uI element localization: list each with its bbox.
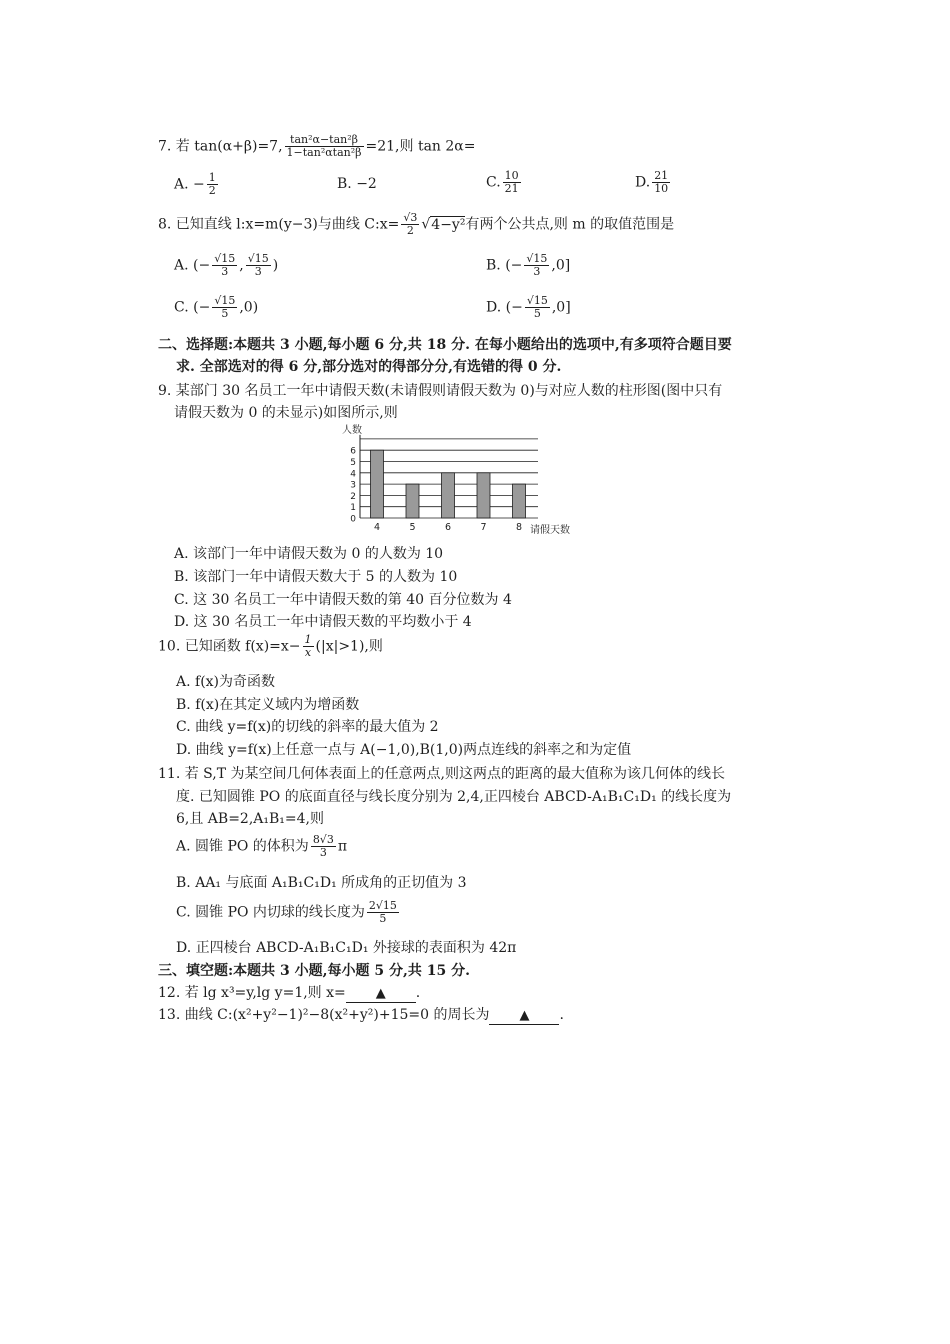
q13-text: 13. 曲线 C:(x²+y²−1)²−8(x²+y²)+15=0 的周长为 <box>158 1007 490 1023</box>
q10-stem-part2: (|x|>1),则 <box>315 638 383 655</box>
q9-option-a: A. 该部门一年中请假天数为 0 的人数为 10 <box>174 546 444 562</box>
chart-ytick-label: 5 <box>350 458 356 468</box>
q7-frac-denominator: 1−tan²αtan²β <box>286 146 362 159</box>
q8-option-c-tail: ,0) <box>239 299 259 316</box>
q12-answer-blank[interactable] <box>346 986 416 1003</box>
q8-option-b-label: B. <box>486 257 501 274</box>
chart-ytick-label: 6 <box>350 446 356 457</box>
chart-ytick-label: 1 <box>350 503 356 514</box>
q8-coef-num: √3 <box>403 211 418 224</box>
q11-option-a-frac <box>311 834 336 859</box>
q7-stem-part2: =21,则 tan 2α= <box>365 138 476 155</box>
q8-option-d-lparen: (− <box>505 299 523 316</box>
q8-option-b <box>486 253 570 278</box>
q8-option-a-frac2 <box>246 253 271 278</box>
q8-option-b-tail: ,0] <box>551 257 571 274</box>
q8-coef-den: 2 <box>406 224 414 237</box>
q7-frac-numerator: tan²α−tan²β <box>285 134 364 147</box>
chart-ytick-label: 4 <box>350 469 356 480</box>
q11-option-c-num: 2√15 <box>368 899 397 912</box>
q8-stem-part1: 8. 已知直线 l:x=m(y−3)与曲线 C:x= <box>158 216 400 233</box>
q13-answer-blank[interactable] <box>489 1008 559 1025</box>
q7-option-a-den: 2 <box>208 184 216 197</box>
q7-option-d-frac <box>652 170 670 195</box>
q10-option-b: B. f(x)在其定义域内为增函数 <box>176 697 360 713</box>
q8-option-d-den: 5 <box>533 307 541 320</box>
q8-option-a-rparen: ) <box>272 257 279 274</box>
q7-option-a-frac <box>207 172 218 197</box>
q7-option-c-label: C. <box>486 174 501 191</box>
q10-option-d: D. 曲线 y=f(x)上任意一点与 A(−1,0),B(1,0)两点连线的斜率之和为定值 <box>176 742 632 758</box>
q8-option-d-num: √15 <box>526 294 548 307</box>
q8-radicand: 4−y² <box>431 216 466 233</box>
chart-bar <box>406 484 419 518</box>
q11-option-d: D. 正四棱台 ABCD-A₁B₁C₁D₁ 外接球的表面积为 42π <box>176 940 517 956</box>
q7-option-a-num: 1 <box>208 171 216 184</box>
triangle-marker-icon: ▲ <box>519 1008 530 1023</box>
q10-option-c: C. 曲线 y=f(x)的切线的斜率的最大值为 2 <box>176 719 439 735</box>
q7-option-a-label: A. − <box>174 176 205 193</box>
q11-option-c-text: C. 圆锥 PO 内切球的线长度为 <box>176 904 365 921</box>
chart-ytick-label: 3 <box>350 480 356 491</box>
q8-option-b-lparen: (− <box>505 257 523 274</box>
q8-option-d-label: D. <box>486 299 502 316</box>
q8-option-a <box>174 253 278 278</box>
chart-xlabel: 请假天数 <box>530 525 570 536</box>
q8-option-a-lparen: (− <box>193 257 211 274</box>
q10-stem <box>158 634 383 659</box>
q7-option-d <box>635 170 672 195</box>
q9-option-c: C. 这 30 名员工一年中请假天数的第 40 百分位数为 4 <box>174 592 512 608</box>
q11-option-c <box>176 900 401 925</box>
q8-option-b-num: √15 <box>526 252 548 265</box>
q8-option-a-frac1 <box>212 253 237 278</box>
q8-option-c-frac <box>212 295 237 320</box>
q7-option-b: B. −2 <box>337 176 377 192</box>
q7-option-d-label: D. <box>635 174 651 191</box>
section3-heading: 三、填空题:本题共 3 小题,每小题 5 分,共 15 分. <box>158 963 470 979</box>
q8-option-d-frac <box>525 295 550 320</box>
q11-stem-line2: 度. 已知圆锥 PO 的底面直径与线长度分别为 2,4,正四棱台 ABCD-A₁B₁C₁D₁ 的线长度为 <box>176 789 732 805</box>
q7-option-c-den: 21 <box>504 182 519 195</box>
q8-option-a-frac2-den: 3 <box>254 265 262 278</box>
q13 <box>158 1004 564 1024</box>
q11-stem-line1: 11. 若 S,T 为某空间几何体表面上的任意两点,则这两点的距离的最大值称为该几何体的线长 <box>158 766 725 782</box>
q10-stem-part1: 10. 已知函数 f(x)=x− <box>158 638 301 655</box>
q11-option-c-frac <box>367 900 399 925</box>
chart-bar <box>371 450 384 518</box>
q8-option-c-den: 5 <box>221 307 229 320</box>
chart-xtick-label: 6 <box>444 522 452 533</box>
q11-option-b: B. AA₁ 与底面 A₁B₁C₁D₁ 所成角的正切值为 3 <box>176 875 467 891</box>
chart-bar <box>477 473 490 518</box>
q7-stem-part1: 7. 若 tan(α+β)=7, <box>158 138 283 155</box>
q10-frac-den: x <box>304 646 312 659</box>
q7-option-d-den: 10 <box>654 182 669 195</box>
q13-tail: . <box>559 1007 564 1023</box>
q12 <box>158 982 420 1002</box>
q12-text: 12. 若 lg x³=y,lg y=1,则 x= <box>158 985 346 1001</box>
q11-option-a-den: 3 <box>319 846 327 859</box>
q11-option-a-text: A. 圆锥 PO 的体积为 <box>176 838 309 855</box>
q8-option-c-label: C. <box>174 299 189 316</box>
chart-xtick-label: 5 <box>409 522 416 533</box>
triangle-marker-icon: ▲ <box>375 986 386 1001</box>
q8-coefficient <box>401 212 419 237</box>
chart-xtick-label: 7 <box>480 522 487 533</box>
q7-option-d-num: 21 <box>654 169 669 182</box>
q8-option-b-den: 3 <box>533 265 541 278</box>
q7-option-c-frac <box>503 170 521 195</box>
q7-fraction <box>285 134 364 159</box>
section2-heading-line1: 二、选择题:本题共 3 小题,每小题 6 分,共 18 分. 在每小题给出的选项中,有多项符合题目要 <box>158 337 732 353</box>
q8-option-a-frac1-num: √15 <box>214 252 236 265</box>
q8-stem-part2: 有两个公共点,则 m 的取值范围是 <box>465 216 675 233</box>
chart-bar <box>442 473 455 518</box>
q9-bar-chart <box>330 420 590 542</box>
q8-option-a-label: A. <box>174 257 189 274</box>
chart-xtick-label: 8 <box>515 522 523 533</box>
q9-stem-line2: 请假天数为 0 的未显示)如图所示,则 <box>174 405 398 421</box>
q8-stem: 8. 已知直线 l:x=m(y−3)与曲线 C:x= $\frac{√3}{2}$ √4−y²有两个公共点,则 m 的取值范围是 <box>158 211 675 237</box>
q8-option-c <box>174 295 258 320</box>
q9-option-d: D. 这 30 名员工一年中请假天数的平均数小于 4 <box>174 614 472 630</box>
q10-option-a: A. f(x)为奇函数 <box>176 674 276 690</box>
q9-option-b: B. 该部门一年中请假天数大于 5 的人数为 10 <box>174 569 458 585</box>
q11-option-a-num: 8√3 <box>312 833 334 846</box>
q11-option-a <box>176 834 347 859</box>
q7-option-a <box>174 172 220 197</box>
q7-stem <box>158 134 475 159</box>
chart-bar <box>513 484 526 518</box>
q8-option-a-frac2-num: √15 <box>247 252 269 265</box>
q8-option-b-frac <box>524 253 549 278</box>
q9-stem-line1: 9. 某部门 30 名员工一年中请假天数(未请假则请假天数为 0)与对应人数的柱形图(图中只有 <box>158 383 723 399</box>
q8-option-c-lparen: (− <box>193 299 211 316</box>
chart-xtick-label: 4 <box>373 522 381 533</box>
section2-heading-line2: 求. 全部选对的得 6 分,部分选对的得部分分,有选错的得 0 分. <box>176 359 562 375</box>
q7-option-c-num: 10 <box>504 169 519 182</box>
q10-fraction <box>303 634 314 659</box>
q11-stem-line3: 6,且 AB=2,A₁B₁=4,则 <box>176 811 325 827</box>
q10-frac-num: 1 <box>304 633 312 646</box>
q12-tail: . <box>415 985 421 1001</box>
q7-option-c <box>486 170 523 195</box>
q8-option-a-comma: , <box>239 257 244 274</box>
q8-option-a-frac1-den: 3 <box>221 265 229 278</box>
q8-option-c-num: √15 <box>214 294 236 307</box>
q11-option-c-den: 5 <box>379 912 387 925</box>
chart-ytick-label: 2 <box>350 491 356 502</box>
q11-option-a-tail: π <box>337 838 348 855</box>
q8-option-d-tail: ,0] <box>551 299 571 316</box>
chart-ylabel: 人数 <box>342 425 362 436</box>
chart-ytick-label: 0 <box>350 514 356 525</box>
q8-option-d <box>486 295 571 320</box>
